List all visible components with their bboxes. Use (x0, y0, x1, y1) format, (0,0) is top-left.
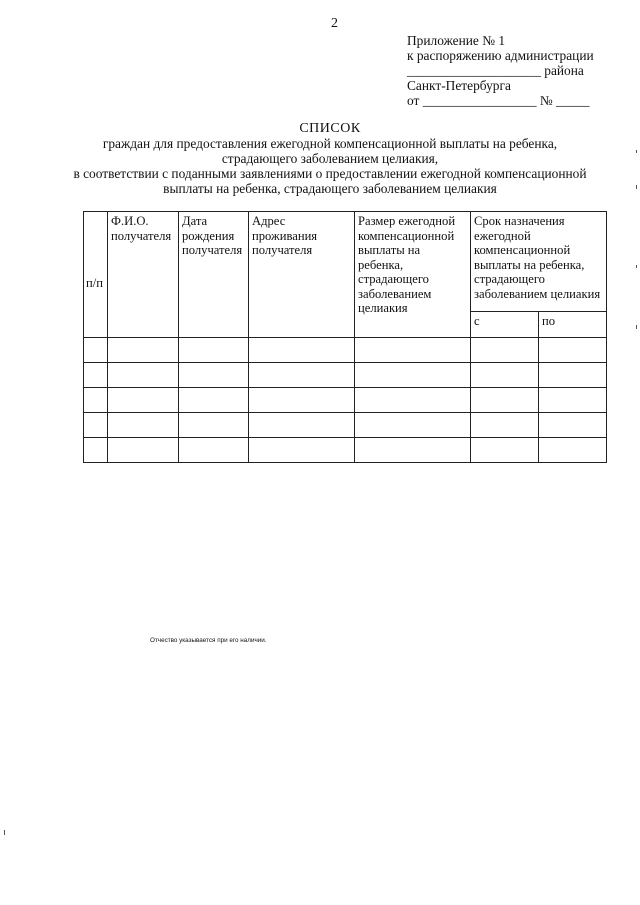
table-row (84, 413, 607, 438)
table-cell (355, 413, 471, 438)
table-cell (108, 388, 179, 413)
table-cell (539, 363, 607, 388)
table-cell (108, 338, 179, 363)
heading-line-1: граждан для предоставления ежегодной компенсационной выплаты на ребенка, (102, 136, 558, 151)
document-title: СПИСОК (299, 121, 361, 136)
scan-edge-mark (636, 325, 637, 329)
appendix-city-line: Санкт-Петербурга (407, 78, 511, 93)
header-term: Срок назначения ежегодной компенсационной выплаты на ребенка, страдающего заболеванием целиакия (471, 212, 607, 312)
document-heading (60, 121, 600, 196)
table-row (84, 388, 607, 413)
table-cell (355, 338, 471, 363)
table-cell (179, 338, 249, 363)
heading-line-3: в соответствии с поданными заявлениями о предоставлении ежегодной компенсационной (73, 166, 587, 181)
table-cell (179, 388, 249, 413)
table-cell (179, 438, 249, 463)
heading-line-4: выплаты на ребенка, страдающего заболеванием целиакия (163, 181, 497, 196)
table-cell (471, 438, 539, 463)
table-cell (84, 413, 108, 438)
table-cell (539, 413, 607, 438)
header-name: Ф.И.О. получателя (108, 212, 179, 338)
table-cell (179, 363, 249, 388)
table-header-row (84, 212, 607, 312)
appendix-title: Приложение № 1 (407, 33, 506, 48)
table-cell (249, 388, 355, 413)
appendix-block (407, 33, 607, 108)
table-cell (471, 388, 539, 413)
header-amount: Размер ежегодной компенсационной выплаты на ребенка, страдающего заболеванием целиакия (355, 212, 471, 338)
header-term-from: с (471, 312, 539, 338)
page-number: 2 (331, 16, 338, 31)
table-body (84, 338, 607, 463)
appendix-district-line: ____________________ района (407, 63, 584, 78)
header-number: п/п (84, 212, 108, 338)
table-cell (249, 338, 355, 363)
table-cell (108, 413, 179, 438)
table-row (84, 338, 607, 363)
table-cell (355, 388, 471, 413)
table-cell (539, 438, 607, 463)
table-cell (355, 363, 471, 388)
table-cell (249, 363, 355, 388)
header-address: Адрес проживания получателя (249, 212, 355, 338)
header-term-to: по (539, 312, 607, 338)
table-cell (539, 388, 607, 413)
table-row (84, 363, 607, 388)
scan-edge-mark (4, 830, 5, 835)
table-cell (84, 388, 108, 413)
table-cell (471, 338, 539, 363)
footnote: Отчество указывается при его наличии. (150, 637, 267, 644)
table-cell (355, 438, 471, 463)
table-cell (84, 363, 108, 388)
header-birth-date: Дата рождения получателя (179, 212, 249, 338)
table-cell (471, 363, 539, 388)
appendix-order-line: к распоряжению администрации (407, 48, 594, 63)
scan-edge-mark (636, 265, 637, 268)
table-cell (249, 438, 355, 463)
heading-line-2: страдающего заболеванием целиакия, (221, 151, 439, 166)
table-cell (84, 338, 108, 363)
table-cell (539, 338, 607, 363)
scan-edge-mark (636, 150, 637, 153)
table-cell (108, 363, 179, 388)
table-cell (471, 413, 539, 438)
table-cell (84, 438, 108, 463)
appendix-date-number-line: от _________________ № _____ (407, 93, 590, 108)
table-row (84, 438, 607, 463)
recipients-table (83, 211, 607, 463)
table-cell (179, 413, 249, 438)
scan-edge-mark (636, 185, 637, 189)
table-cell (249, 413, 355, 438)
table-cell (108, 438, 179, 463)
